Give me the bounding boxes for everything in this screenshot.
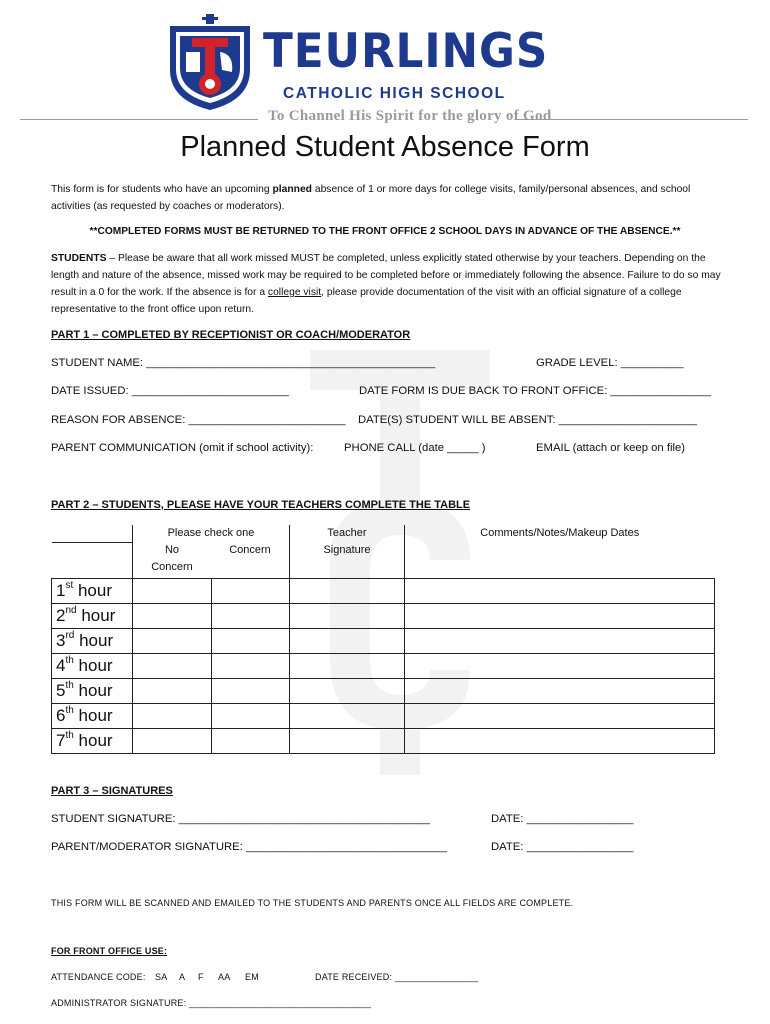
date-issued-field[interactable]: DATE ISSUED: _________________________ xyxy=(51,385,289,397)
teacher-signature-cell[interactable] xyxy=(290,603,405,628)
school-tagline: To Channel His Spirit for the glory of God xyxy=(268,108,552,124)
students-text: – Please be aware that all work missed MUST be completed, unless explicitly stated otherwise by your teachers. Depending on the length and nature of the absence, missed work may be required to be completed before or immediately following the absence. Failure to do so may result in a 0 for the work. If the absence is for a xyxy=(51,253,721,298)
table-header-row xyxy=(52,525,715,578)
tagline-divider-left xyxy=(20,119,258,120)
teacher-signature-cell[interactable] xyxy=(290,578,405,603)
parent-signature-field[interactable]: PARENT/MODERATOR SIGNATURE: ________________________________ xyxy=(51,841,448,853)
students-paragraph xyxy=(51,250,721,318)
reason-field[interactable]: REASON FOR ABSENCE: _________________________ xyxy=(51,414,346,426)
hour-word: hour xyxy=(73,680,113,700)
student-name-field[interactable]: STUDENT NAME: ______________________________________________ xyxy=(51,357,436,369)
admin-signature-field[interactable]: ADMINISTRATOR SIGNATURE: ___________________________________ xyxy=(51,998,372,1008)
table-row xyxy=(52,603,715,628)
comments-cell[interactable] xyxy=(405,603,715,628)
parent-communication-label: PARENT COMMUNICATION (omit if school activity): xyxy=(51,442,314,454)
hour-number: 2 xyxy=(56,605,66,625)
hour-suffix: th xyxy=(65,654,74,666)
return-notice: **COMPLETED FORMS MUST BE RETURNED TO THE FRONT OFFICE 2 SCHOOL DAYS IN ADVANCE OF THE ABSENCE.** xyxy=(89,226,681,237)
hour-word: hour xyxy=(74,630,114,650)
no-concern-cell[interactable] xyxy=(133,628,212,653)
hour-word: hour xyxy=(73,655,113,675)
hour-label xyxy=(52,703,133,728)
hour-suffix: th xyxy=(65,679,74,691)
hour-word: hour xyxy=(73,730,113,750)
grade-level-field[interactable]: GRADE LEVEL: __________ xyxy=(536,357,684,369)
hour-number: 6 xyxy=(56,705,66,725)
phone-call-field[interactable]: PHONE CALL (date _____ ) xyxy=(344,442,486,454)
concern-cell[interactable] xyxy=(211,728,290,753)
dates-absent-field[interactable]: DATE(S) STUDENT WILL BE ABSENT: ______________________ xyxy=(358,414,697,426)
concern-cell[interactable] xyxy=(211,703,290,728)
teacher-signature-cell[interactable] xyxy=(290,653,405,678)
table-row xyxy=(52,703,715,728)
teacher-signature-cell[interactable] xyxy=(290,628,405,653)
intro-paragraph xyxy=(51,181,721,215)
office-use-heading: FOR FRONT OFFICE USE: xyxy=(51,946,168,956)
check-one-label: Please check one xyxy=(167,527,255,539)
comments-cell[interactable] xyxy=(405,628,715,653)
part1-heading: PART 1 – COMPLETED BY RECEPTIONIST OR COACH/MODERATOR xyxy=(51,329,411,341)
part3-heading: PART 3 – SIGNATURES xyxy=(51,785,173,797)
school-crest-icon xyxy=(162,12,258,112)
teacher-signature-cell[interactable] xyxy=(290,678,405,703)
concern-header: Concern xyxy=(229,544,271,556)
table-corner-cell xyxy=(52,525,133,578)
no-concern-header: No Concern xyxy=(151,544,193,573)
no-concern-cell[interactable] xyxy=(133,678,212,703)
no-concern-cell[interactable] xyxy=(133,653,212,678)
comments-cell[interactable] xyxy=(405,728,715,753)
table-row xyxy=(52,728,715,753)
hour-number: 7 xyxy=(56,730,66,750)
date-received-field[interactable]: DATE RECEIVED: ________________ xyxy=(315,972,479,982)
comments-cell[interactable] xyxy=(405,678,715,703)
no-concern-cell[interactable] xyxy=(133,703,212,728)
part2-heading: PART 2 – STUDENTS, PLEASE HAVE YOUR TEACHERS COMPLETE THE TABLE xyxy=(51,499,471,511)
school-name: TEURLINGS xyxy=(263,24,549,79)
school-subtitle: CATHOLIC HIGH SCHOOL xyxy=(283,85,506,102)
table-row xyxy=(52,628,715,653)
teacher-signature-cell[interactable] xyxy=(290,728,405,753)
teacher-signature-cell[interactable] xyxy=(290,703,405,728)
comments-cell[interactable] xyxy=(405,653,715,678)
hour-label xyxy=(52,603,133,628)
comments-header: Comments/Notes/Makeup Dates xyxy=(405,525,715,578)
hour-label xyxy=(52,628,133,653)
code-aa[interactable]: AA xyxy=(218,972,231,982)
hour-number: 4 xyxy=(56,655,66,675)
intro-text-rest: absence of 1 or more days for college visits, family/personal absences, and school activities (as requested by coaches or moderators). xyxy=(51,184,691,212)
hour-suffix: st xyxy=(65,579,74,591)
hour-word: hour xyxy=(73,705,113,725)
hour-word: hour xyxy=(73,580,112,600)
code-f[interactable]: F xyxy=(198,972,204,982)
email-field[interactable]: EMAIL (attach or keep on file) xyxy=(536,442,686,454)
students-text-rest: , please provide documentation of the visit with an official signature of a college representative to the front office upon return. xyxy=(51,287,682,315)
students-label: STUDENTS xyxy=(51,253,107,264)
concern-cell[interactable] xyxy=(211,678,290,703)
comments-cell[interactable] xyxy=(405,703,715,728)
hour-label xyxy=(52,578,133,603)
hour-label xyxy=(52,653,133,678)
student-date-field[interactable]: DATE: _________________ xyxy=(491,813,634,825)
no-concern-cell[interactable] xyxy=(133,578,212,603)
date-due-field[interactable]: DATE FORM IS DUE BACK TO FRONT OFFICE: ________________ xyxy=(359,385,712,397)
table-row xyxy=(52,578,715,603)
hour-label xyxy=(52,678,133,703)
code-em[interactable]: EM xyxy=(245,972,259,982)
table-row xyxy=(52,653,715,678)
teacher-signature-header: Teacher Signature xyxy=(290,525,405,578)
concern-cell[interactable] xyxy=(211,653,290,678)
teacher-table xyxy=(51,525,715,754)
no-concern-cell[interactable] xyxy=(133,603,212,628)
concern-cell[interactable] xyxy=(211,603,290,628)
attendance-code-label: ATTENDANCE CODE: xyxy=(51,972,146,982)
intro-bold: planned xyxy=(272,184,312,195)
hour-number: 5 xyxy=(56,680,66,700)
code-sa[interactable]: SA xyxy=(155,972,168,982)
scanned-note: THIS FORM WILL BE SCANNED AND EMAILED TO THE STUDENTS AND PARENTS ONCE ALL FIELDS ARE COMPLETE. xyxy=(51,898,574,908)
hour-word: hour xyxy=(76,605,116,625)
check-one-header xyxy=(133,525,290,578)
code-a[interactable]: A xyxy=(179,972,186,982)
no-concern-cell[interactable] xyxy=(133,728,212,753)
comments-cell[interactable] xyxy=(405,578,715,603)
hour-suffix: th xyxy=(65,729,74,741)
page-title: Planned Student Absence Form xyxy=(180,131,590,163)
concern-cell[interactable] xyxy=(211,628,290,653)
intro-text: This form is for students who have an upcoming xyxy=(51,184,273,195)
parent-date-field[interactable]: DATE: _________________ xyxy=(491,841,634,853)
hour-label xyxy=(52,728,133,753)
hour-number: 1 xyxy=(56,580,66,600)
hour-suffix: rd xyxy=(65,629,75,641)
hour-number: 3 xyxy=(56,630,66,650)
table-row xyxy=(52,678,715,703)
student-signature-field[interactable]: STUDENT SIGNATURE: ________________________________________ xyxy=(51,813,430,825)
concern-cell[interactable] xyxy=(211,578,290,603)
hour-suffix: th xyxy=(65,704,74,716)
college-visit-link: college visit xyxy=(267,287,322,298)
hour-suffix: nd xyxy=(65,604,77,616)
